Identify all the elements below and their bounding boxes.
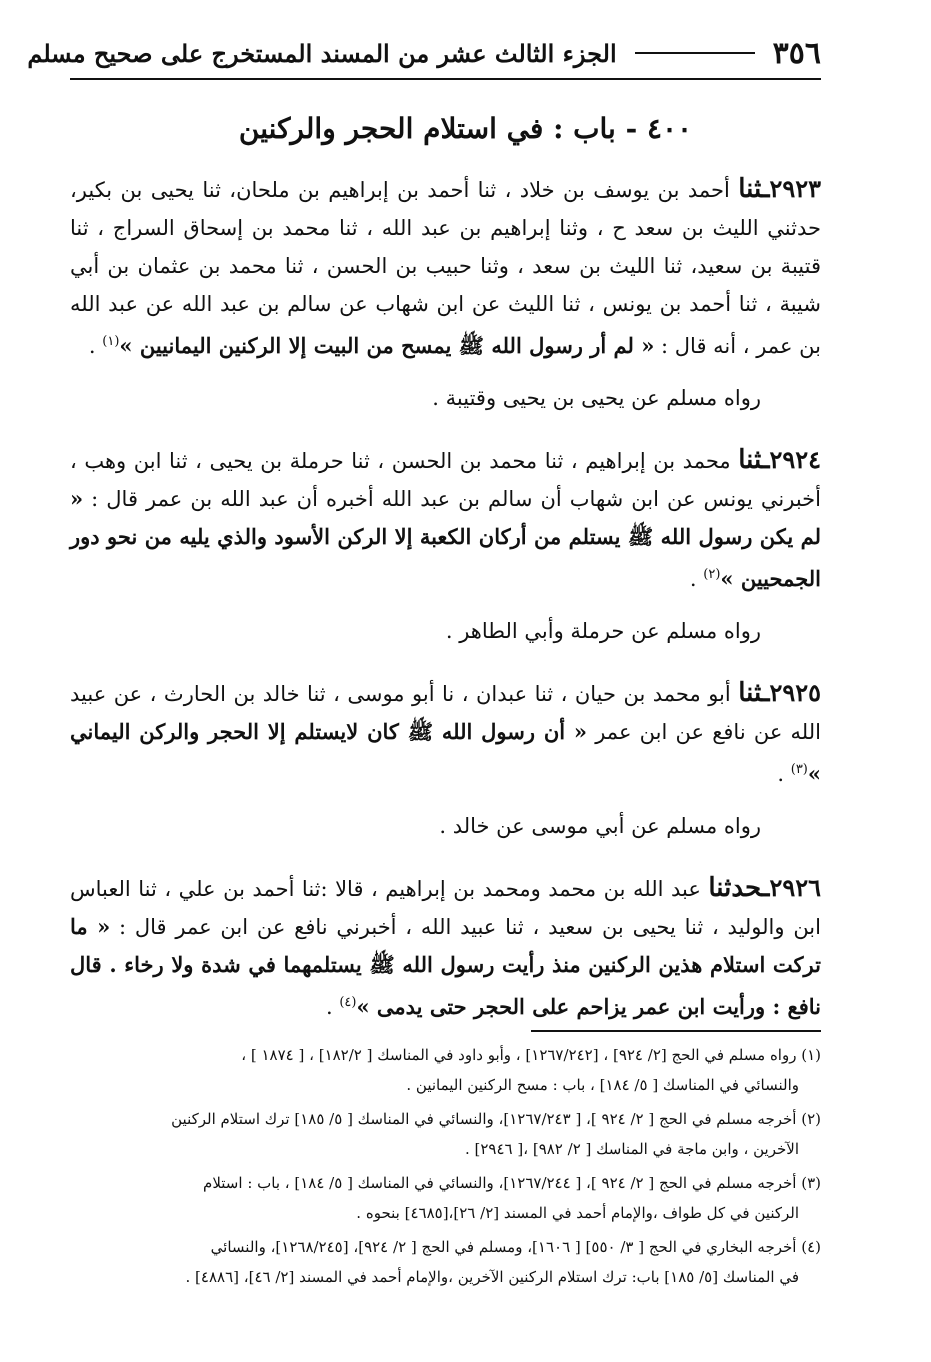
hadith-end: . bbox=[325, 995, 340, 1019]
hadith-label: ـثنا bbox=[738, 445, 770, 475]
footnote-ref: (٤) bbox=[339, 995, 357, 1010]
footnote-separator bbox=[531, 1030, 821, 1032]
footnote-ref: (٢) bbox=[703, 567, 721, 582]
footnote-2 bbox=[70, 1104, 821, 1164]
running-header bbox=[27, 30, 821, 76]
page-number: ٣٥٦ bbox=[772, 35, 821, 71]
hadith-matn: « أن رسول الله ﷺ كان لايستلم إلا الحجر والركن اليماني » bbox=[70, 719, 821, 786]
footnote-line: الركنين في كل طواف ،والإمام أحمد في المسند [٢/ ٢٦]،[٤٦٨٥] بنحوه . bbox=[356, 1204, 799, 1222]
hadith-isnad: أبو محمد بن حيان ، ثنا عبدان ، نا أبو موسى ، ثنا خالد بن الحارث ، عن عبيد الله عن نافع عن ابن عمر bbox=[70, 682, 821, 744]
hadith-isnad: عبد الله بن محمد ومحمد بن إبراهيم ، قالا :ثنا أحمد بن علي ، ثنا العباس ابن والوليد ، ثنا يحيى بن سعيد ، ثنا عبيد الله ، أخبرني نافع عن ابن عمر قال : bbox=[70, 877, 821, 939]
chapter-title: ٤٠٠ - باب : في استلام الحجر والركنين bbox=[238, 112, 693, 145]
footnote-line: (٣) أخرجه مسلم في الحج [ ٢/ ٩٢٤ ]، [ ١٢٦٧/٢٤٤]، والنسائي في المناسك [ ٥/ ١٨٤] ، باب : استلام bbox=[203, 1174, 821, 1192]
hadith-number: ٢٩٢٣ bbox=[769, 174, 821, 203]
hadith-isnad: محمد بن إبراهيم ، ثنا محمد بن الحسن ، ثنا حرملة بن يحيى ، ثنا ابن وهب ، أخبرني يونس عن ابن شهاب أن سالم بن عبد الله أخبره أن عبد الله بن عمر قال : bbox=[70, 449, 821, 511]
hadith-label: ـثنا bbox=[738, 174, 770, 204]
hadith-end: . bbox=[88, 334, 103, 358]
hadith-label: ـحدثنا bbox=[708, 873, 770, 903]
hadith-number: ٢٩٢٦ bbox=[769, 873, 821, 902]
footnote-line: الآخرين ، وابن ماجة في المناسك [ ٢/ ٩٨٢] ،[ ٢٩٤٦] . bbox=[464, 1140, 799, 1158]
hadith-isnad: أحمد بن يوسف بن خلاد ، ثنا أحمد بن إبراهيم بن ملحان، ثنا يحيى بن بكير، حدثني الليث بن سعد ح ، وثنا إبراهيم بن عبد الله ، ثنا محمد بن إسحاق السراج ، ثنا قتيبة بن سعيد، ثنا الليث بن سعد ، وثنا حبيب بن الحسن ، ثنا محمد بن عثمان بن أبي شيبة ، ثنا أحمد بن يونس ، ثنا الليث عن ابن شهاب عن سالم بن عبد الله عن عبد الله بن عمر ، أنه قال : bbox=[70, 178, 821, 358]
hadith-2923 bbox=[70, 170, 821, 365]
hadith-matn: « ما تركت استلام هذين الركنين منذ رأيت رسول الله ﷺ يستلمهما في شدة ولا رخاء . قال نافع : ورأيت ابن عمر يزاحم على الحجر حتى يدمى » bbox=[70, 914, 821, 1019]
footnote-1 bbox=[70, 1040, 821, 1100]
main-text bbox=[70, 170, 821, 1040]
hadith-matn: « لم يكن رسول الله ﷺ يستلم من أركان الكعبة إلا الركن الأسود والذي يليه من نحو دور الجمحيين » bbox=[70, 486, 821, 591]
footnote-line: (٤) أخرجه البخاري في الحج [ ٣/ ٥٥٠] [ ١٦٠٦]، ومسلم في الحج [ ٢/ ٩٢٤]، [١٢٦٨/٢٤٥]، والنسائي bbox=[210, 1238, 821, 1256]
hadith-2926 bbox=[70, 869, 821, 1026]
footnote-4 bbox=[70, 1232, 821, 1292]
riwaya-note: رواه مسلم عن يحيى بن يحيى وقتيبة . bbox=[432, 386, 761, 410]
footnote-line: في المناسك [٥/ ١٨٥] باب: ترك استلام الركنين الآخرين ،والإمام أحمد في المسند [٢/ ٤٦]، [٤٨٨٦] . bbox=[185, 1268, 799, 1286]
riwaya-note: رواه مسلم عن أبي موسى عن خالد . bbox=[439, 814, 761, 838]
hadith-end: . bbox=[777, 762, 791, 786]
hadith-number: ٢٩٢٤ bbox=[769, 445, 821, 474]
hadith-number: ٢٩٢٥ bbox=[769, 678, 821, 707]
hadith-2924 bbox=[70, 441, 821, 598]
header-rule bbox=[70, 78, 821, 80]
footnote-line: (٢) أخرجه مسلم في الحج [ ٢/ ٩٢٤ ]، [ ١٢٦٧/٢٤٣]، والنسائي في المناسك [ ٥/ ١٨٥] ترك استلام الركنين bbox=[171, 1110, 821, 1128]
footnote-3 bbox=[70, 1168, 821, 1228]
riwaya-note: رواه مسلم عن حرملة وأبي الطاهر . bbox=[445, 619, 761, 643]
hadith-2925 bbox=[70, 674, 821, 793]
header-title: الجزء الثالث عشر من المسند المستخرج على صحيح مسلم bbox=[27, 38, 617, 68]
footnote-ref: (٣) bbox=[790, 762, 808, 777]
footnotes bbox=[70, 1040, 821, 1296]
hadith-label: ـثنا bbox=[738, 678, 770, 708]
header-dash bbox=[635, 52, 755, 54]
hadith-matn: « لم أر رسول الله ﷺ يمسح من البيت إلا الركنين اليمانيين » bbox=[119, 333, 655, 358]
footnote-line: (١) رواه مسلم في الحج [٢/ ٩٢٤] ، [١٢٦٧/٢٤٢] ، وأبو داود في المناسك [ ١٨٢/٢] ، [ ١٨٧٤ ] ، bbox=[241, 1046, 821, 1064]
footnote-line: والنسائي في المناسك [ ٥/ ١٨٤] ، باب : مسح الركنين اليمانين . bbox=[406, 1076, 799, 1094]
hadith-end: . bbox=[689, 567, 704, 591]
footnote-ref: (١) bbox=[102, 334, 120, 349]
